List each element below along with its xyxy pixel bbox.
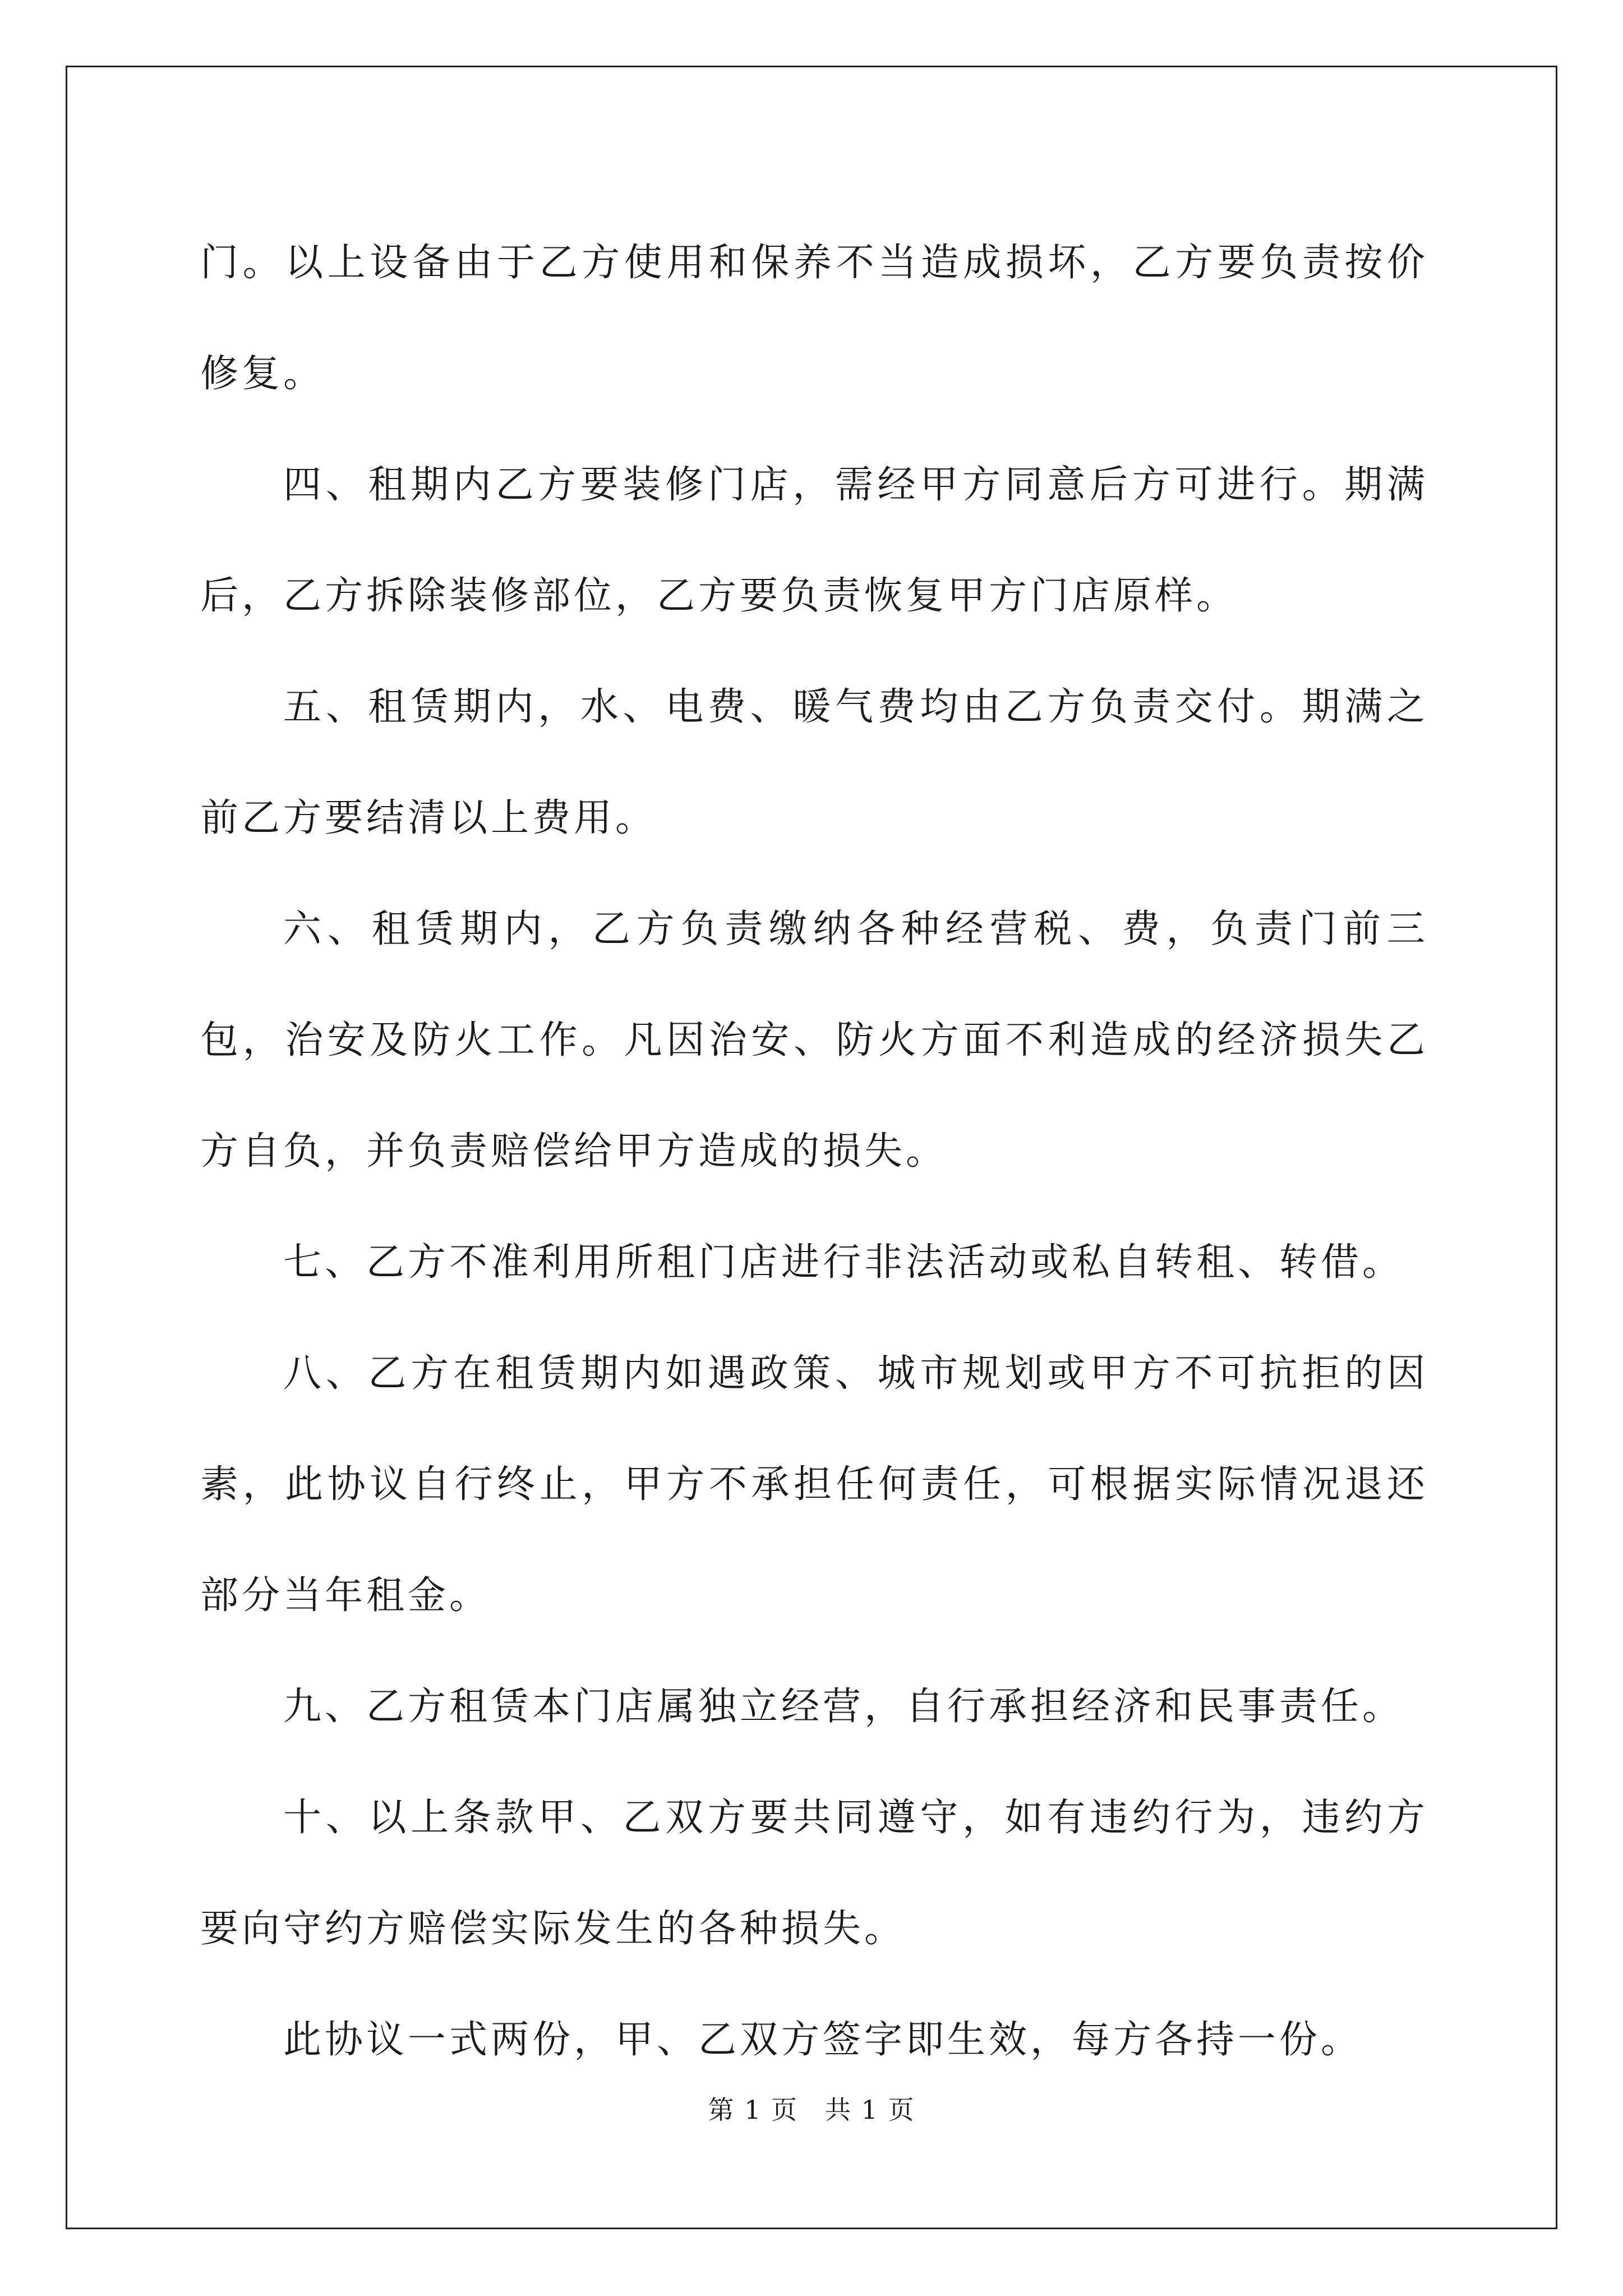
paragraph-continued: 门。以上设备由于乙方使用和保养不当造成损坏，乙方要负责按价修复。 [200,241,1428,396]
paragraph-clause-5: 五、租赁期内，水、电费、暖气费均由乙方负责交付。期满之前乙方要结清以上费用。 [200,685,1428,840]
page-number-footer: 第 1 页 共 1 页 [708,2095,915,2125]
paragraph-clause-9: 九、乙方租赁本门店属独立经营，自行承担经济和民事责任。 [283,1685,1404,1729]
paragraph-clause-7: 七、乙方不准利用所租门店进行非法活动或私自转租、转借。 [283,1240,1404,1285]
paragraph-clause-6: 六、租赁期内，乙方负责缴纳各种经营税、费，负责门前三包，治安及防火工作。凡因治安、防火方面不利造成的经济损失乙方自负，并负责赔偿给甲方造成的损失。 [200,907,1428,1174]
paragraph-clause-8: 八、乙方在租赁期内如遇政策、城市规划或甲方不可抗拒的因素，此协议自行终止，甲方不承担任何责任，可根据实际情况退还部分当年租金。 [200,1351,1428,1618]
paragraph-closing: 此协议一式两份，甲、乙双方签字即生效，每方各持一份。 [283,2018,1363,2062]
document-body [200,208,1428,2096]
paragraph-clause-10: 十、以上条款甲、乙双方要共同遵守，如有违约行为，违约方要向守约方赔偿实际发生的各种损失。 [200,1796,1428,1951]
paragraph-clause-4: 四、租期内乙方要装修门店，需经甲方同意后方可进行。期满后，乙方拆除装修部位，乙方要负责恢复甲方门店原样。 [200,463,1428,618]
